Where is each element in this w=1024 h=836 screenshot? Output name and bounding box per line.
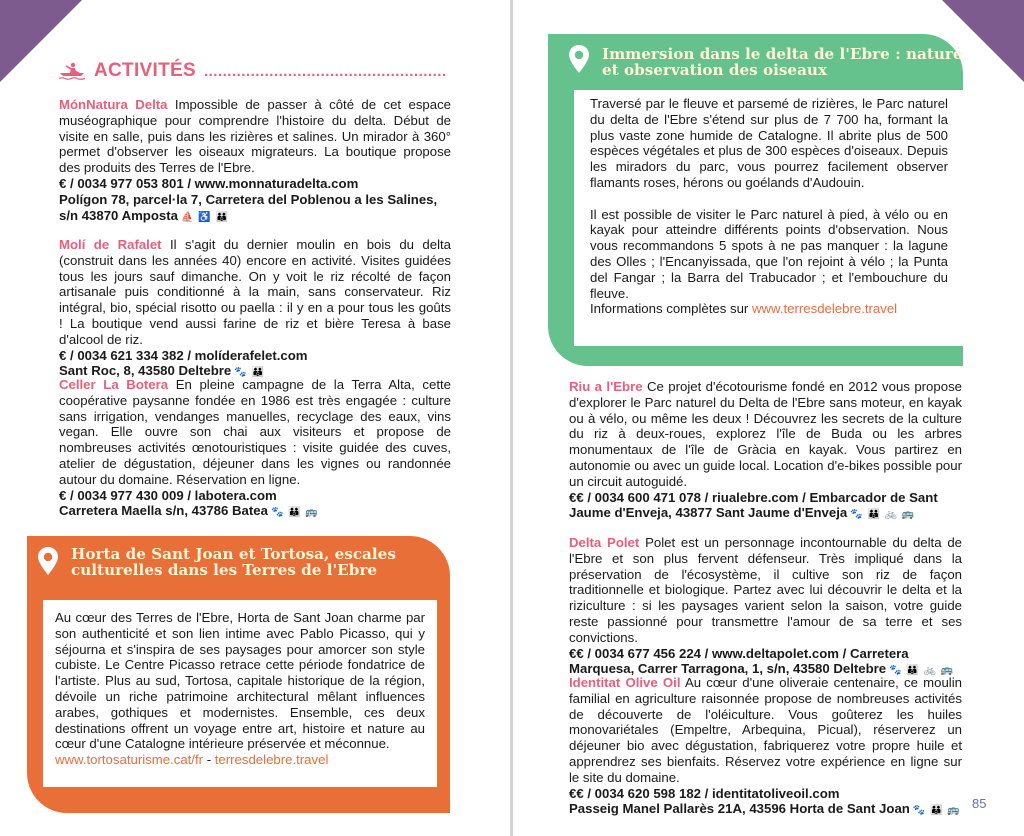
horta-tortosa-box: [27, 536, 450, 813]
box-paragraph-2: Il est possible de visiter le Parc naturel à pied, à vélo ou en kayak pour atteindre différents points d'observation. Nous vous recommandons 5 spots à ne pas manquer : la lagune des Olles ; l'Encanyissada, que l'on rejoint à vélo ; la Punta del Fangar ; la Barra del Trabucador ; et l'embouchure du fleuve.: [590, 206, 948, 301]
box-title: Horta de Sant Joan et Tortosa, escales culturelles dans les Terres de l'Ebre: [71, 545, 396, 579]
section-title: ACTIVITÉS: [94, 60, 196, 81]
entry-riu-a-lebre: [569, 379, 962, 523]
entry-celler-la-botera: [59, 377, 451, 521]
entry-text: Ce projet d'écotourisme fondé en 2012 vous propose d'explorer le Parc naturel du Delta de l'Ebre sans moteur, en kayak ou à vélo, ou même les deux ! Découvrez les secrets de la culture du riz à deux-roues, explorez l'île de Buda ou les arbres monumentaux de l'île de Gràcia en kayak. Vous partirez en autonomie ou avec un guide local. Location d'e-bikes possible pour un circuit autoguidé.: [569, 379, 962, 489]
tortosa-link[interactable]: www.tortosaturisme.cat/fr: [55, 752, 204, 768]
entry-text: Polet est un personnage incontournable du delta de l'Ebre et son plus fervent défenseur. Très impliqué dans la préservation de l'écosystème, il cultive son riz de façon traditionnelle et biologique. Partez avec lui découvrir le delta et la riziculture : si les paysages varient selon la saison, votre guide reste passionné pour transmettre l'amour de sa terre et ses convictions.: [569, 535, 962, 645]
entry-name: Celler La Botera: [59, 377, 169, 392]
map-pin-icon: [37, 546, 59, 576]
entry-text: Il s'agit du dernier moulin en bois du delta (construit dans les années 40) encore en activité. Visites guidées tous les jours sauf dimanche. On y voit le riz récolté de façon artisanale puis conditionné à la main, sans conservateur. Riz intégral, bio, spécial risotto ou paella : il y en a pour tous les goûts ! La boutique vend aussi farine de riz et bière Teresa à base d'alcool de riz.: [59, 237, 452, 347]
entry-address: Sant Roc, 8, 43580 Deltebre: [59, 363, 232, 379]
amenity-icons: 🐾 👪 🚌: [912, 805, 961, 817]
entry-contact[interactable]: € / 0034 621 334 382 / molíderafelet.com: [59, 347, 308, 363]
box-body: [43, 600, 437, 787]
amenity-icons: 🐾 👪 🚌: [270, 507, 319, 519]
entry-text: En pleine campagne de la Terra Alta, cette coopérative paysanne fondée en 1986 est très engagée : culture sans irrigation, vendanges manuelles, recyclage des eaux, vins vegan. Elle ouvre son chai aux visiteurs et propose de nombreuses activités œnotouristiques : visite guidée des cuves, atelier de dégustation, déjeuner dans les vignes ou randonnée autour du domaine. Réservation en ligne.: [59, 377, 451, 487]
entry-text: Impossible de passer à côté de cet espace muséographique pour comprendre l'histoire du delta. Début de visite en salle, puis dans les rizières et salines. Un mirador à 360° permet d'observer les oiseaux migrateurs. La boutique propose des produits des Terres de l'Ebre.: [59, 97, 452, 176]
entry-contact[interactable]: € / 0034 977 430 009 / labotera.com: [59, 487, 277, 503]
entry-contact[interactable]: €€ / 0034 620 598 182 / identitatoliveoil.com: [569, 785, 840, 801]
box-body: [574, 90, 964, 346]
info-label: Informations complètes sur: [590, 301, 752, 317]
entry-name: MónNatura Delta: [59, 97, 168, 112]
entry-moli-de-rafalet: [59, 237, 451, 381]
entry-name: Molí de Rafalet: [59, 237, 162, 252]
entry-text: Au cœur d'une oliveraie centenaire, ce moulin familial en agriculture raisonnée propose de nombreuses activités de découverte de l'oléiculture. Vous goûterez les huiles monovariétales (Empeltre, Arbequina, Picual), réserverez un déjeuner bio avec dégustation, fabriquerez votre propre huile et apprendrez ses bienfaits. Réservez votre expérience en ligne sur le site du domaine.: [569, 675, 963, 785]
map-pin-icon: [568, 44, 590, 74]
entry-contact[interactable]: € / 0034 977 053 801 / www.monnaturadelta.com: [59, 175, 359, 191]
entry-address: Carretera Maella s/n, 43786 Batea: [59, 503, 268, 519]
section-header: [58, 60, 447, 82]
box-text: Au cœur des Terres de l'Ebre, Horta de Sant Joan charme par son authenticité et son lien intime avec Pablo Picasso, qui y séjourna et s'inspira de ses paysages pour amorcer son style cubiste. Le Centre Picasso retrace cette période fondatrice de l'artiste. Plus au sud, Tortosa, capitale historique de la région, dévoile un riche patrimoine architectural mêlant influences arabes, gothiques et modernistes. Ensemble, ces deux destinations offrent un voyage entre art, histoire et nature au cœur d'une Catalogne intérieure préservée et méconnue.: [55, 610, 425, 752]
entry-name: Delta Polet: [569, 535, 640, 550]
box-title: Immersion dans le delta de l'Ebre : nature et observation des oiseaux: [602, 45, 963, 79]
page-number: 85: [972, 796, 987, 811]
left-page: [0, 0, 510, 836]
entry-address: Passeig Manel Pallarès 21A, 43596 Horta de Sant Joan: [569, 801, 910, 817]
entry-identitat-olive-oil: [569, 675, 962, 819]
box-paragraph-1: Traversé par le fleuve et parsemé de rizières, le Parc naturel du delta de l'Ebre s'étend sur plus de 7 700 ha, formant la plus vaste zone humide de Catalogne. Il abrite plus de 500 espèces végétales et plus de 300 espèces d'oiseaux. Depuis les miradors du parc, vous pourrez facilement observer flamants roses, hérons ou goélands d'Audouin.: [590, 96, 948, 190]
entry-delta-polet: [569, 535, 962, 679]
entry-name: Identitat Olive Oil: [569, 675, 681, 690]
link-separator: -: [203, 752, 215, 768]
entry-contact[interactable]: €€ / 0034 600 471 078 / riualebre.com / Embarcador de Sant Jaume d'Enveja, 43877 Sant Jaume d'Enveja: [569, 489, 938, 521]
entry-monnatura: [59, 97, 451, 225]
terresdelebre-link[interactable]: www.terresdelebre.travel: [751, 301, 898, 317]
amenity-icons: 🐾 👪: [234, 367, 265, 379]
amenity-icons: 🐾 👪 🚲 🚌: [889, 665, 955, 677]
entry-name: Riu a l'Ebre: [569, 379, 643, 394]
delta-immersion-box: [548, 34, 963, 366]
kayak-icon: [58, 62, 86, 80]
box-header: [27, 536, 450, 578]
entry-contact[interactable]: €€ / 0034 677 456 224 / www.deltapolet.com / Carretera Marquesa, Carrer Tarragona, 1, s/n, 43580 Deltebre: [569, 645, 909, 677]
box-header: [548, 34, 963, 78]
section-dots: ....................................................: [203, 62, 447, 80]
entry-address: Polígon 78, parcel·la 7, Carretera del Poblenou a les Salines, s/n 43870 Amposta: [59, 191, 438, 223]
terresdelebre-link[interactable]: terresdelebre.travel: [214, 752, 329, 768]
amenity-icons: 🐾 👪 🚲 🚌: [850, 509, 916, 521]
amenity-icons: ⛵ ♿ 👪: [180, 211, 229, 223]
